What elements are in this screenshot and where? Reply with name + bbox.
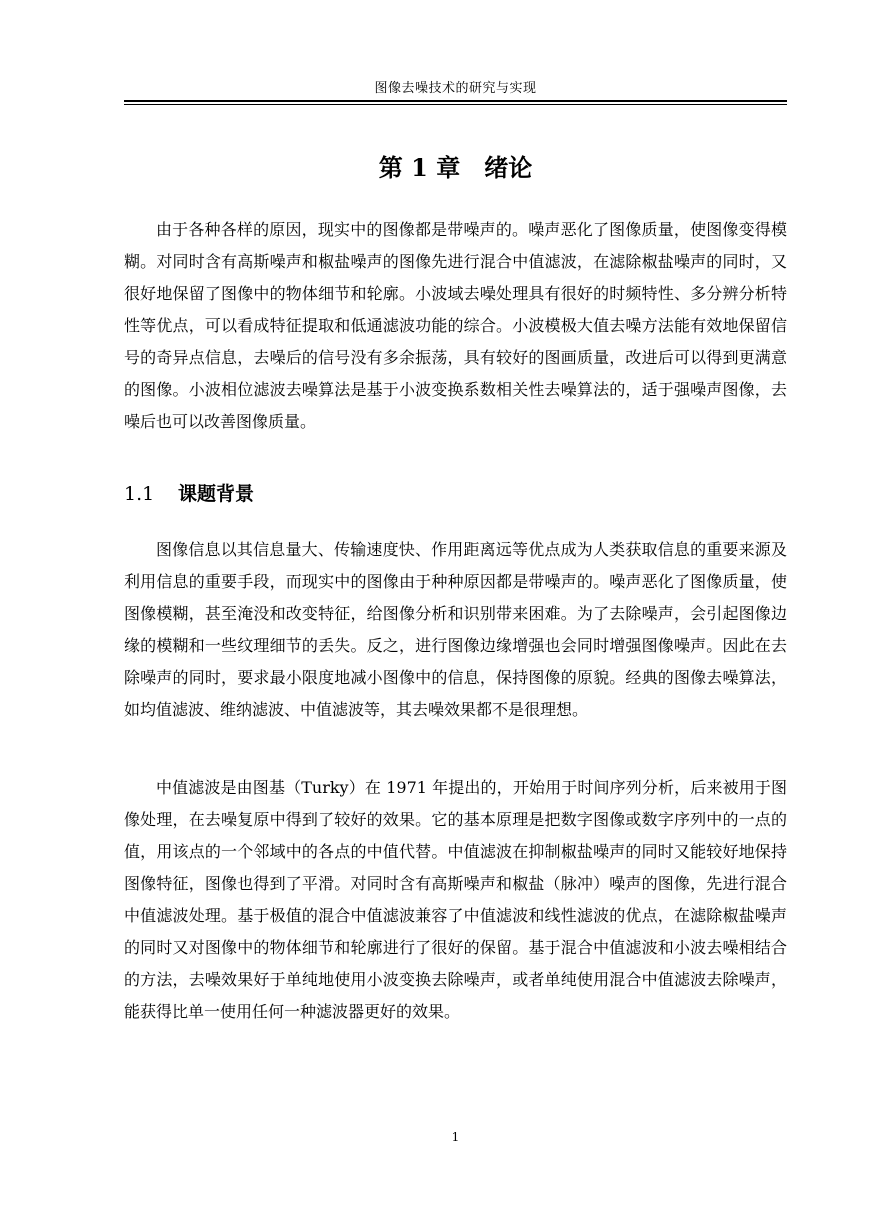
section-paragraph-2: 中值滤波是由图基（Turky）在 1971 年提出的，开始用于时间序列分析，后来被用于图像处理，在去噪复原中得到了较好的效果。它的基本原理是把数字图像或数字序列中的一点的值，用该点的一个邻域中的各点的中值代替。中值滤波在抑制椒盐噪声的同时又能较好地保持图像特征，图像也得到了平滑。对同时含有高斯噪声和椒盐（脉冲）噪声的图像，先进行混合中值滤波处理。基于极值的混合中值滤波兼容了中值滤波和线性滤波的优点，在滤除椒盐噪声的同时又对图像中的物体细节和轮廓进行了很好的保留。基于混合中值滤波和小波去噪相结合的方法，去噪效果好于单纯地使用小波变换去除噪声，或者单纯使用混合中值滤波去除噪声，能获得比单一使用任何一种滤波器更好的效果。	[124, 778, 787, 1021]
section-title: 课题背景	[178, 483, 255, 505]
section-number: 1.1	[124, 483, 155, 505]
running-header: 图像去噪技术的研究与实现	[374, 81, 537, 96]
header-rule-thin	[124, 104, 787, 105]
intro-paragraph: 由于各种各样的原因，现实中的图像都是带噪声的。噪声恶化了图像质量，使图像变得模糊。对同时含有高斯噪声和椒盐噪声的图像先进行混合中值滤波，在滤除椒盐噪声的同时，又很好地保留了图像中的物体细节和轮廓。小波域去噪处理具有很好的时频特性、多分辨分析特性等优点，可以看成特征提取和低通滤波功能的综合。小波模极大值去噪方法能有效地保留信号的奇异点信息，去噪后的信号没有多余振荡，具有较好的图画质量，改进后可以得到更满意的图像。小波相位滤波去噪算法是基于小波变换系数相关性去噪算法的，适于强噪声图像，去噪后也可以改善图像质量。	[124, 220, 787, 431]
section-paragraph-1: 图像信息以其信息量大、传输速度快、作用距离远等优点成为人类获取信息的重要来源及利用信息的重要手段，而现实中的图像由于种种原因都是带噪声的。噪声恶化了图像质量，使图像模糊，甚至淹没和改变特征，给图像分析和识别带来困难。为了去除噪声，会引起图像边缘的模糊和一些纹理细节的丢失。反之，进行图像边缘增强也会同时增强图像噪声。因此在去除噪声的同时，要求最小限度地减小图像中的信息，保持图像的原貌。经典的图像去噪算法，如均值滤波、维纳滤波、中值滤波等，其去噪效果都不是很理想。	[124, 540, 787, 719]
header-rule-thick	[124, 100, 787, 102]
chapter-title: 第 1 章 绪论	[378, 153, 533, 182]
section-heading	[124, 480, 254, 508]
page-number: 1	[451, 1130, 460, 1144]
